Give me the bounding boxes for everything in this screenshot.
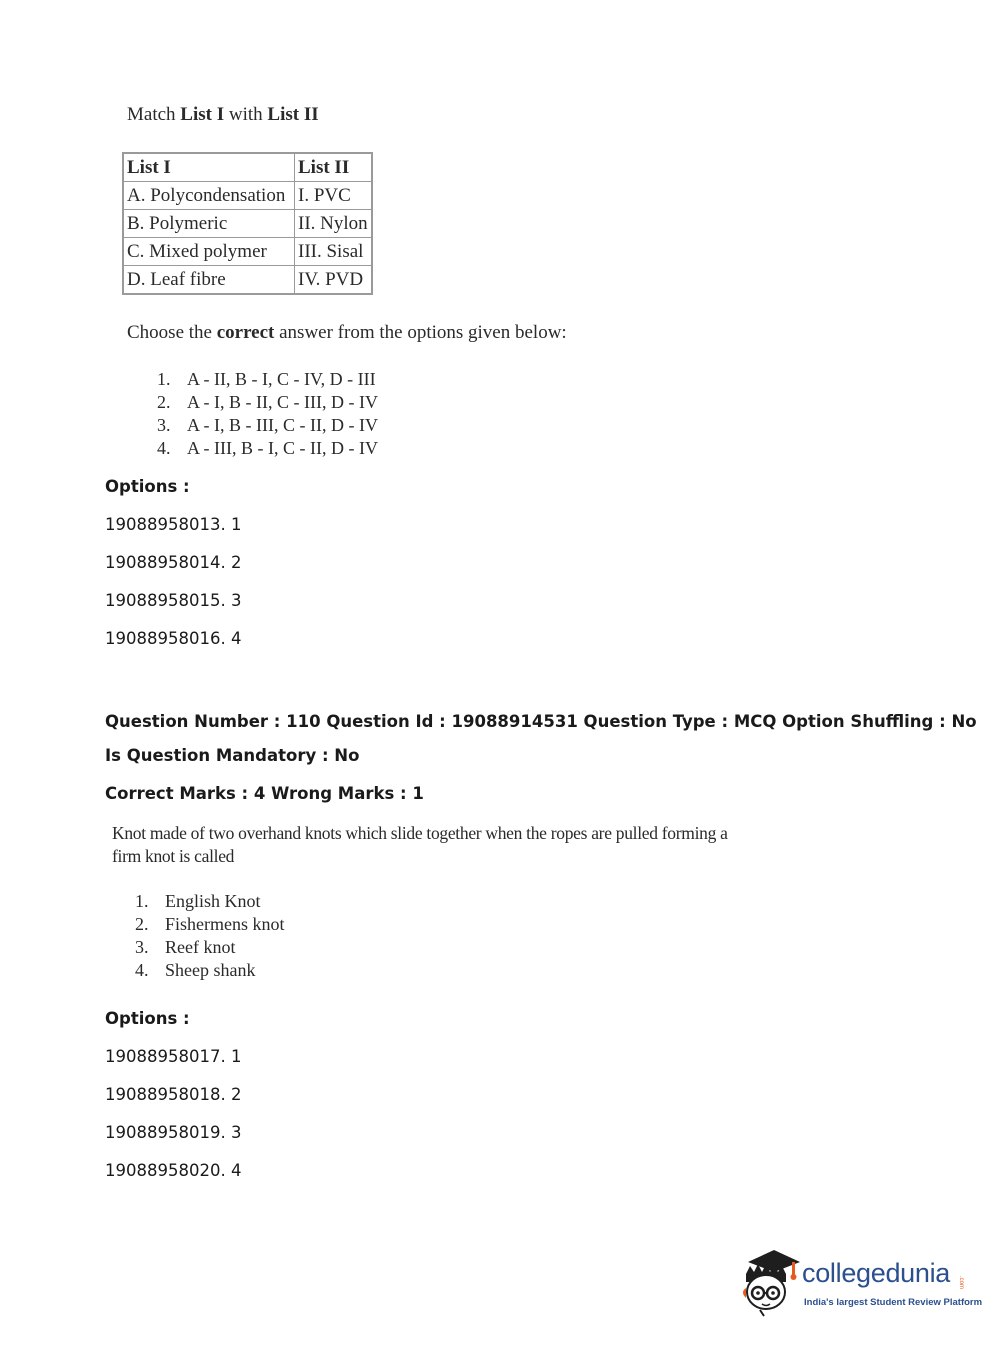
table-row [123, 182, 372, 210]
table-cell: III. Sisal [295, 238, 372, 266]
table-row [123, 210, 372, 238]
list-item [135, 890, 285, 913]
option-id: 19088958019. 3 [105, 1123, 242, 1142]
table-header-row [123, 153, 372, 182]
list-item [157, 437, 378, 460]
choice-number: 1. [157, 369, 171, 389]
choice-number: 2. [135, 914, 149, 934]
question-heading: Match List I with List II [127, 104, 319, 125]
choice-number: 3. [157, 415, 171, 435]
logo-com: .com [958, 1276, 964, 1290]
question-stem: Knot made of two overhand knots which slide together when the ropes are pulled forming a firm knot is called [112, 823, 728, 866]
logo-wordmark: collegedunia [802, 1258, 951, 1288]
table-cell: I. PVC [295, 182, 372, 210]
list-item [135, 913, 285, 936]
options-label: Options : [105, 477, 190, 496]
choice-text: A - I, B - II, C - III, D - IV [187, 392, 378, 412]
instruction-text: Choose the correct answer from the options given below: [127, 322, 567, 343]
graduate-mascot-icon [740, 1248, 804, 1318]
choice-number: 3. [135, 937, 149, 957]
choice-number: 1. [135, 891, 149, 911]
options-label: Options : [105, 1009, 190, 1028]
answer-choice-list [157, 368, 378, 460]
logo-tagline: India's largest Student Review Platform [804, 1297, 983, 1308]
option-id: 19088958014. 2 [105, 553, 242, 572]
choice-number: 4. [157, 438, 171, 458]
option-id: 19088958018. 2 [105, 1085, 242, 1104]
list-item [135, 936, 285, 959]
question-mandatory: Is Question Mandatory : No [105, 746, 360, 765]
list-item [157, 414, 378, 437]
table-cell: B. Polymeric [123, 210, 295, 238]
choice-text: A - III, B - I, C - II, D - IV [187, 438, 378, 458]
option-id: 19088958020. 4 [105, 1161, 242, 1180]
table-row [123, 238, 372, 266]
list-item [157, 391, 378, 414]
table-header-cell: List II [295, 153, 372, 182]
list-item [135, 959, 285, 982]
table-row [123, 266, 372, 295]
table-header-cell: List I [123, 153, 295, 182]
choice-text: Fishermens knot [165, 914, 285, 934]
table-cell: A. Polycondensation [123, 182, 295, 210]
option-id: 19088958016. 4 [105, 629, 242, 648]
option-id: 19088958017. 1 [105, 1047, 242, 1066]
choice-text: Sheep shank [165, 960, 256, 980]
match-table [122, 152, 373, 295]
choice-number: 4. [135, 960, 149, 980]
choice-text: A - II, B - I, C - IV, D - III [187, 369, 376, 389]
table-cell: C. Mixed polymer [123, 238, 295, 266]
table-cell: D. Leaf fibre [123, 266, 295, 295]
marks-info: Correct Marks : 4 Wrong Marks : 1 [105, 784, 424, 803]
table-cell: II. Nylon [295, 210, 372, 238]
choice-text: Reef knot [165, 937, 236, 957]
option-id: 19088958015. 3 [105, 591, 242, 610]
choice-text: A - I, B - III, C - II, D - IV [187, 415, 378, 435]
answer-choice-list [135, 890, 285, 982]
list-item [157, 368, 378, 391]
choice-number: 2. [157, 392, 171, 412]
question-meta: Question Number : 110 Question Id : 19088914531 Question Type : MCQ Option Shuffling : No [105, 712, 977, 731]
table-cell: IV. PVD [295, 266, 372, 295]
choice-text: English Knot [165, 891, 261, 911]
option-id: 19088958013. 1 [105, 515, 242, 534]
